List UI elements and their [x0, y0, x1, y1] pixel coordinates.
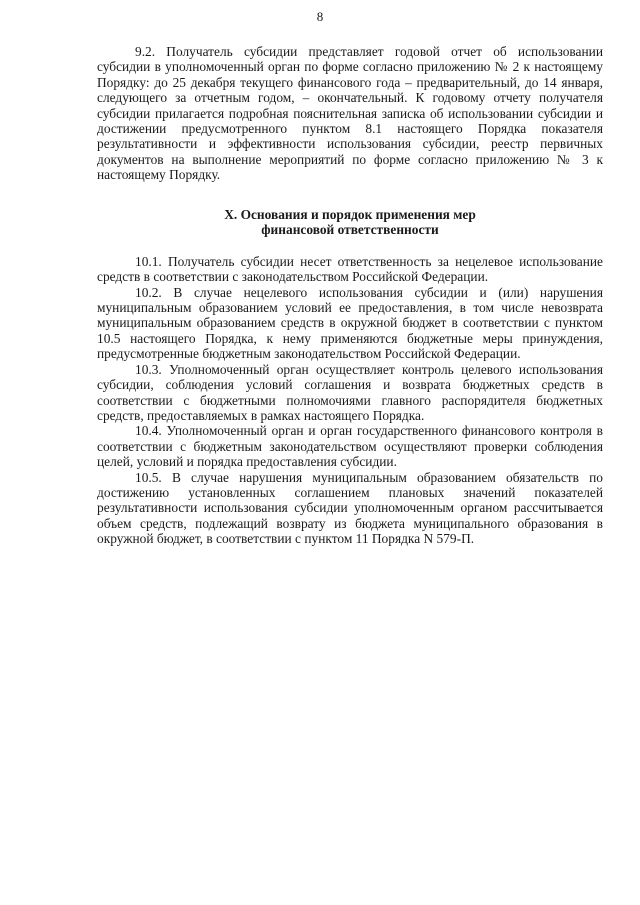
section-title — [97, 207, 603, 238]
paragraph-9-2: 9.2. Получатель субсидии представляет годовой отчет об использовании субсидии в уполномоченный орган по форме согласно приложению № 2 к настоящему Порядку: до 25 декабря текущего финансового года – предварительный, до 14 января, следующего за отчетным годом, – окончательный. К годовому отчету получателя субсидии прилагается подробная пояснительная записка об использовании субсидии и достижении предусмотренного пунктом 8.1 настоящего Порядка показателя результативности и эффективности использования субсидии, реестр первичных документов на выполнение мероприятий по форме согласно приложению № 3 к настоящему Порядку. — [97, 44, 603, 183]
page-number: 8 — [316, 9, 324, 24]
document-body — [97, 44, 603, 547]
paragraph-10-4: 10.4. Уполномоченный орган и орган государственного финансового контроля в соответствии с бюджетным законодательством осуществляют проверки соблюдения целей, условий и порядка предоставления субсидии. — [97, 423, 603, 470]
paragraph-10-3: 10.3. Уполномоченный орган осуществляет контроль целевого использования субсидии, соблюдения условий соглашения и возврата бюджетных средств в соответствии с бюджетными полномочиями главного распорядителя бюджетных средств, предоставляемых в рамках настоящего Порядка. — [97, 361, 603, 423]
section-title-line-1: X. Основания и порядок применения мер — [224, 206, 476, 222]
section-title-line-2: финансовой ответственности — [261, 222, 439, 238]
paragraph-10-1: 10.1. Получатель субсидии несет ответственность за нецелевое использование средств в соответствии с законодательством Российской Федерации. — [97, 253, 603, 285]
paragraph-10-2: 10.2. В случае нецелевого использования субсидии и (или) нарушения муниципальным образованием условий ее предоставления, в том числе невозврата муниципальным образованием средств в окружной бюджет в соответствии с пунктом 10.5 настоящего Порядка, к нему применяются бюджетные меры принуждения, предусмотренные бюджетным законодательством Российской Федерации. — [97, 284, 603, 362]
paragraph-10-5: 10.5. В случае нарушения муниципальным образованием обязательств по достижению установленных соглашением плановых значений показателей результативности использования субсидии уполномоченным органом рассчитывается объем средств, подлежащий возврату из бюджета муниципального образования в окружной бюджет, в соответствии с пунктом 11 Порядка N 579-П. — [97, 469, 603, 547]
